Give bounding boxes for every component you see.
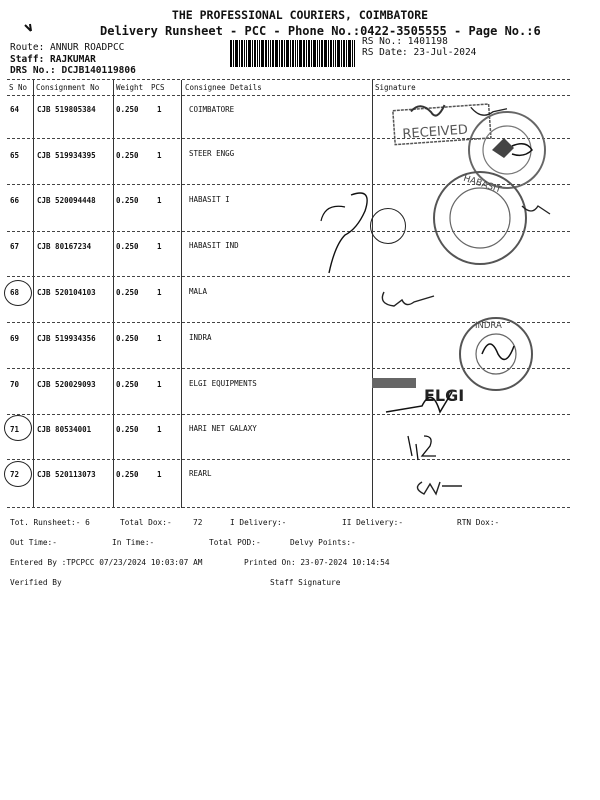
total-dox-value: 72 [193,518,203,527]
i-delivery: I Delivery:- [230,518,287,527]
pen-circle-mark [4,415,32,441]
row-weight: 0.250 [116,242,139,251]
row-weight: 0.250 [116,151,139,160]
row-sno: 69 [10,334,20,343]
row-consignment: CJB 520113073 [37,470,96,479]
barcode-image [230,40,355,67]
row-pcs: 1 [157,288,162,297]
tot-runsheet: Tot. Runsheet:- 6 [10,518,90,527]
row-consignee: STEER ENGG [189,149,235,158]
row-sno: 70 [10,380,20,389]
signature-mark [417,482,462,494]
company-title: THE PROFESSIONAL COURIERS, COIMBATORE [171,8,429,22]
row-weight: 0.250 [116,334,139,343]
runsheet-title: Delivery Runsheet - PCC - Phone No.:0422-3505555 - Page No.:6 [100,24,541,38]
row-sno: 71 [10,425,20,434]
rs-number: RS No.: 1401198 [362,36,448,47]
printed-on: Printed On: 23-07-2024 10:14:54 [244,558,390,567]
row-sno: 64 [10,105,20,114]
row-pcs: 1 [157,242,162,251]
received-stamp [393,100,509,144]
row-weight: 0.250 [116,105,139,114]
row-pcs: 1 [157,380,162,389]
row-consignee: ELGI EQUIPMENTS [189,379,257,388]
col-divider [33,80,34,508]
row-consignee: HARI NET GALAXY [189,424,257,433]
indra-stamp [460,318,532,390]
out-time: Out Time:- [10,538,57,547]
col-header-consignment: Consignment No [36,83,100,92]
in-time: In Time:- [112,538,155,547]
handwritten-scribble [315,185,375,275]
row-weight: 0.250 [116,380,139,389]
row-consignee: INDRA [189,333,212,342]
row-consignment: CJB 520094448 [37,196,96,205]
row-consignee: REARL [189,469,212,478]
row-sno: 67 [10,242,20,251]
habasit-stamp [434,172,550,264]
row-weight: 0.250 [116,196,139,205]
col-header-pcs: PCS [151,83,165,92]
row-consignee: COIMBATORE [189,105,235,114]
row-consignee: HABASIT IND [189,241,239,250]
indra-stamp-text: INDRA [475,321,502,331]
rtn-dox: RTN Dox:- [457,518,500,527]
row-consignment: CJB 520029093 [37,380,96,389]
col-header-weight: Weight [116,83,144,92]
row-sno: 68 [10,288,20,297]
ii-delivery: II Delivery:- [342,518,404,527]
row-pcs: 1 [157,470,162,479]
row-pcs: 1 [157,196,162,205]
pen-circle-mark [370,208,406,244]
signature-mark [382,292,434,306]
delvy-points: Delvy Points:- [290,538,356,547]
entered-by: Entered By :TPCPCC 07/23/2024 10:03:07 AM [10,558,203,567]
received-stamp-text: RECEIVED [402,122,469,143]
col-header-sno: S No [9,83,28,92]
corner-mark-icon [24,22,38,32]
row-consignee: HABASIT I [189,195,230,204]
row-consignment: CJB 80167234 [37,242,92,251]
row-pcs: 1 [157,425,162,434]
row-weight: 0.250 [116,470,139,479]
col-header-signature: Signature [375,83,416,92]
row-consignee: MALA [189,287,208,296]
row-consignment: CJB 80534001 [37,425,92,434]
total-pod: Total POD:- [209,538,261,547]
col-divider [113,80,114,508]
drs-number: DRS No.: DCJB140119806 [10,65,136,76]
row-weight: 0.250 [116,425,139,434]
staff-signature: Staff Signature [270,578,341,587]
row-pcs: 1 [157,334,162,343]
table-top-rule [7,79,570,80]
row-consignment: CJB 519805384 [37,105,96,114]
signature-mark [408,436,436,460]
row-consignment: CJB 520104103 [37,288,96,297]
pen-circle-mark [4,280,32,306]
total-dox-label: Total Dox:- [120,518,172,527]
rs-date: RS Date: 23-Jul-2024 [362,47,477,58]
row-pcs: 1 [157,105,162,114]
row-sno: 66 [10,196,20,205]
row-sno: 72 [10,470,20,479]
col-divider [181,80,182,508]
row-weight: 0.250 [116,288,139,297]
row-consignment: CJB 519934356 [37,334,96,343]
pen-circle-mark [4,461,32,487]
route-label: Route: ANNUR ROADPCC [10,42,125,53]
signature-area [372,96,572,508]
row-consignment: CJB 519934395 [37,151,96,160]
elgi-stamp-text: ELGI [424,386,465,405]
row-sno: 65 [10,151,20,160]
col-header-consignee: Consignee Details [185,83,262,92]
habasit-stamp-text: HABASIT [461,173,503,196]
staff-label: Staff: RAJKUMAR [10,54,96,65]
round-stamp-65 [469,112,545,188]
elgi-stamp [372,378,464,412]
verified-by: Verified By [10,578,62,587]
row-pcs: 1 [157,151,162,160]
